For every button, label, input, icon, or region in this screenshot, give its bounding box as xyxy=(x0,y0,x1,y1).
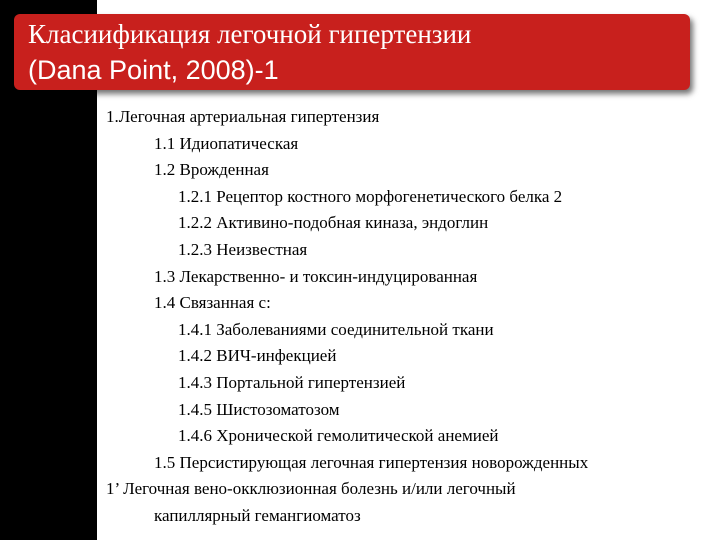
list-item: 1.Легочная артериальная гипертензия xyxy=(106,107,380,126)
list-item: 1.3 Лекарственно- и токсин-индуцированная xyxy=(154,266,478,286)
list-item: 1’ Легочная вено-окклюзионная болезнь и/или легочный xyxy=(106,479,516,499)
list-item: 1.4.5 Шистозоматозом xyxy=(178,399,340,419)
list-item: капиллярный гемангиоматоз xyxy=(154,505,361,525)
list-item: 1.4.3 Портальной гипертензией xyxy=(178,372,406,392)
list-item: 1.2.3 Неизвестная xyxy=(178,239,308,259)
list-item: 1.2.1 Рецептор костного морфогенетического белка 2 xyxy=(178,186,563,206)
list-item: 1.1 Идиопатическая xyxy=(154,133,299,153)
list-item: 1.4.1 Заболеваниями соединительной ткани xyxy=(178,319,494,339)
list-item: 1.4 Связанная с: xyxy=(154,293,271,313)
title-banner xyxy=(14,14,690,90)
list-item: 1.2.2 Активино-подобная киназа, эндоглин xyxy=(178,213,489,233)
list-item: 1.5 Персистирующая легочная гипертензия новорожденных xyxy=(154,452,589,472)
list-item: 1.2 Врожденная xyxy=(154,160,269,180)
title-line-2: (Dana Point, 2008)-1 xyxy=(28,55,279,85)
list-item: 1.4.6 Хронической гемолитической анемией xyxy=(178,426,499,446)
list-item: 1.4.2 ВИЧ-инфекцией xyxy=(178,346,337,366)
classification-list xyxy=(106,104,706,530)
title-line-1: Класиификация легочной гипертензии xyxy=(28,19,472,49)
